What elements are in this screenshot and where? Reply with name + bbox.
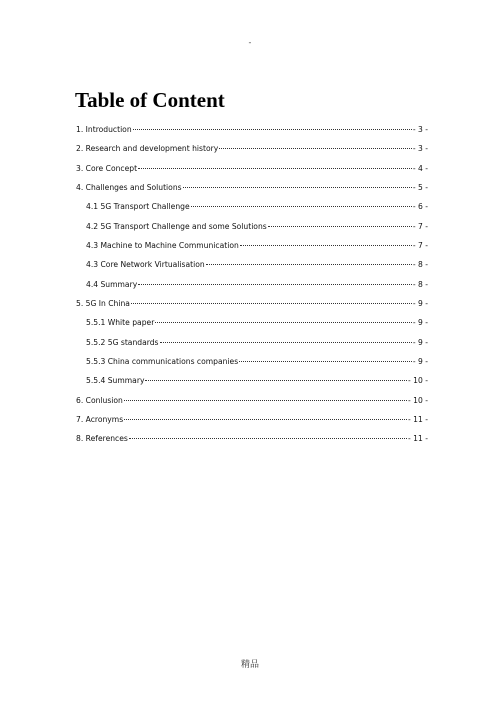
toc-dot-leader — [145, 380, 407, 381]
page-footer: 精品 — [240, 660, 259, 670]
toc-entry-label: 6. Conlusion — [76, 395, 123, 405]
toc-dot-leader — [239, 361, 412, 362]
toc-entry[interactable] — [76, 255, 428, 274]
header-mark: - — [248, 38, 252, 47]
toc-entry-page: - 8 - — [412, 279, 428, 289]
toc-entry-label: 4.2 5G Transport Challenge and some Solutions — [86, 221, 267, 231]
toc-entry-page: - 9 - — [412, 298, 428, 308]
toc-entry-label: 5. 5G In China — [76, 298, 130, 308]
toc-dot-leader — [129, 438, 407, 439]
toc-dot-leader — [124, 400, 407, 401]
toc-entry-page: - 9 - — [412, 337, 428, 347]
toc-entry-label: 5.5.1 White paper — [86, 318, 155, 328]
toc-entry-label: 5.5.4 Summary — [86, 376, 145, 386]
toc-dot-leader — [160, 342, 412, 343]
toc-entry[interactable] — [76, 139, 428, 158]
toc-dot-leader — [219, 148, 412, 149]
toc-entry[interactable] — [76, 197, 428, 216]
toc-entry-label: 5.5.3 China communications companies — [86, 356, 239, 366]
toc-entry[interactable] — [76, 352, 428, 371]
toc-entry[interactable] — [76, 429, 428, 448]
toc-entry-label: 5.5.2 5G standards — [86, 337, 159, 347]
toc-entry-page: - 3 - — [412, 125, 428, 134]
table-of-contents — [76, 120, 428, 449]
toc-entry[interactable] — [76, 313, 428, 332]
toc-entry-label: 8. References — [76, 434, 128, 444]
toc-entry-label: 4.3 Core Network Virtualisation — [86, 260, 205, 270]
toc-entry-page: - 8 - — [412, 260, 428, 270]
toc-entry-page: - 11 - — [408, 434, 428, 444]
toc-entry[interactable] — [76, 294, 428, 313]
toc-dot-leader — [133, 129, 412, 130]
toc-entry[interactable] — [76, 391, 428, 410]
toc-entry-label: 3. Core Concept — [76, 163, 138, 173]
toc-entry-page: - 10 - — [408, 376, 428, 386]
toc-entry-label: 2. Research and development history — [76, 144, 219, 154]
toc-entry-page: - 9 - — [412, 318, 428, 328]
toc-entry-page: - 3 - — [412, 144, 428, 154]
toc-dot-leader — [124, 419, 407, 420]
toc-entry-page: - 4 - — [412, 163, 428, 173]
toc-dot-leader — [138, 168, 412, 169]
toc-dot-leader — [191, 206, 412, 207]
toc-dot-leader — [206, 264, 412, 265]
toc-entry[interactable] — [76, 120, 428, 139]
toc-entry[interactable] — [76, 217, 428, 236]
toc-entry[interactable] — [76, 236, 428, 255]
toc-entry-label: 4.4 Summary — [86, 279, 138, 289]
toc-entry-label: 4.1 5G Transport Challenge — [86, 202, 190, 212]
toc-dot-leader — [268, 226, 412, 227]
toc-entry-page: - 5 - — [412, 182, 428, 192]
toc-dot-leader — [183, 187, 412, 188]
toc-entry-page: - 7 - — [412, 240, 428, 250]
toc-entry-page: - 6 - — [412, 202, 428, 212]
toc-entry-label: 1. Introduction — [76, 125, 132, 134]
toc-entry[interactable] — [76, 410, 428, 429]
toc-entry-label: 4.3 Machine to Machine Communication — [86, 240, 239, 250]
page-title: Table of Content — [75, 88, 225, 112]
toc-entry[interactable] — [76, 371, 428, 390]
toc-dot-leader — [240, 245, 412, 246]
toc-entry[interactable] — [76, 178, 428, 197]
toc-entry[interactable] — [76, 159, 428, 178]
toc-entry[interactable] — [76, 333, 428, 352]
toc-entry-page: - 10 - — [408, 395, 428, 405]
toc-entry-label: 7. Acronyms — [76, 414, 124, 424]
toc-entry-label: 4. Challenges and Solutions — [76, 182, 182, 192]
toc-entry-page: - 11 - — [408, 414, 428, 424]
toc-entry-page: - 7 - — [412, 221, 428, 231]
toc-dot-leader — [138, 284, 412, 285]
toc-dot-leader — [131, 303, 412, 304]
toc-entry-page: - 9 - — [412, 356, 428, 366]
toc-entry[interactable] — [76, 275, 428, 294]
toc-dot-leader — [155, 322, 412, 323]
